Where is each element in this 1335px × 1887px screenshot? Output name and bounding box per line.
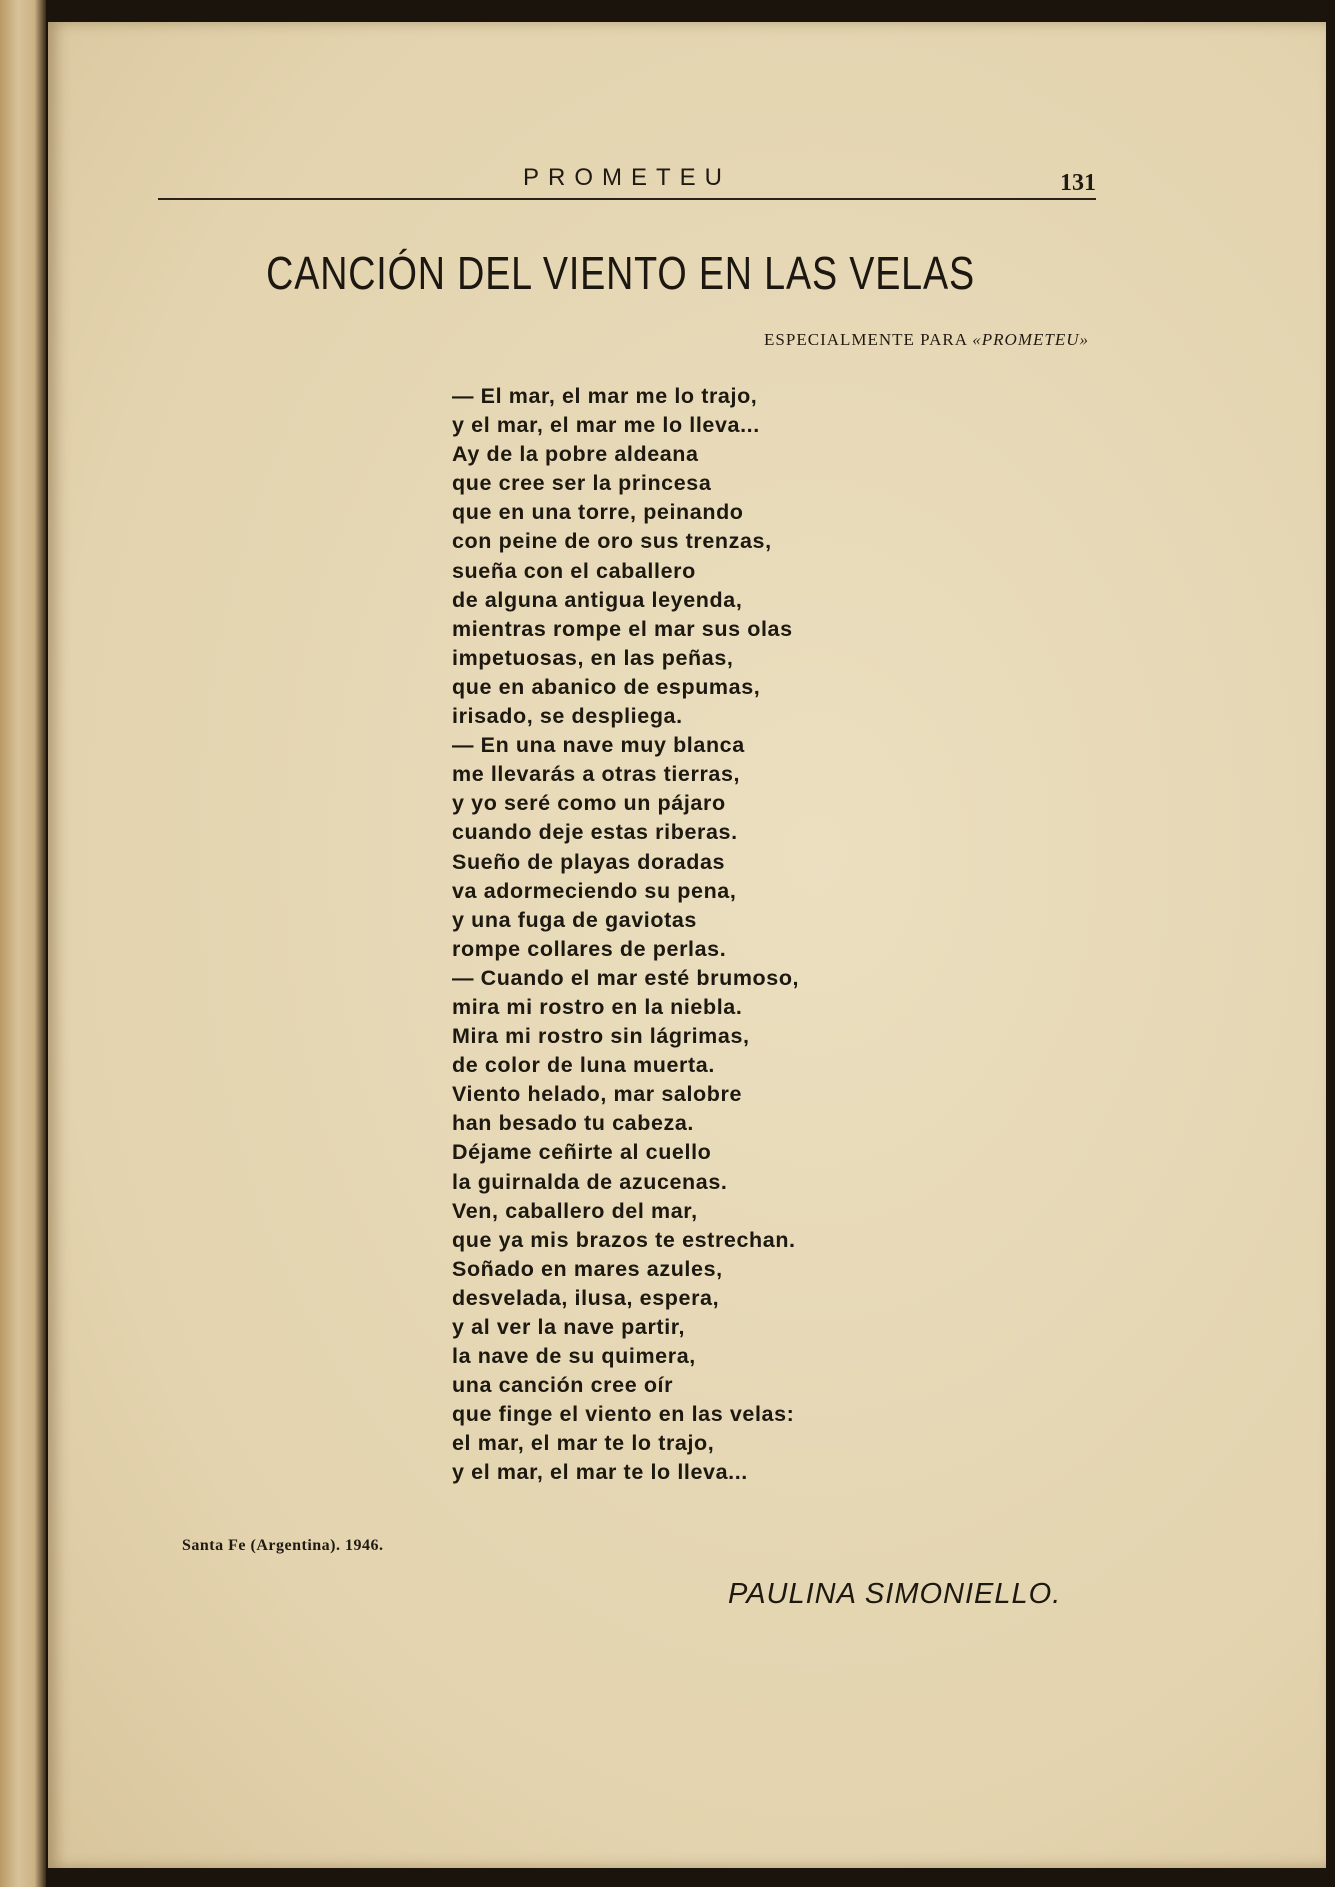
verse-line: de alguna antigua leyenda, (452, 587, 743, 612)
verse-line: Viento helado, mar salobre (452, 1082, 743, 1107)
running-title: PROMETEU (522, 164, 731, 191)
verse-line: que en abanico de espumas, (452, 674, 761, 699)
verse-line: impetuosas, en las peñas, (452, 645, 734, 670)
verse-line: y una fuga de gaviotas (452, 907, 697, 932)
verse-line: que ya mis brazos te estrechan. (452, 1227, 796, 1252)
header-rule (158, 198, 1096, 200)
verse-line: Sueño de playas doradas (452, 849, 726, 874)
dedication-prefix: ESPECIALMENTE PARA (764, 330, 973, 349)
verse-line: rompe collares de perlas. (452, 936, 727, 961)
verse-line: que en una torre, peinando (452, 500, 744, 525)
verse-line: y el mar, el mar te lo lleva... (452, 1460, 748, 1485)
dedication (764, 330, 1089, 350)
verse-line: Soñado en mares azules, (452, 1256, 723, 1281)
page-number: 131 (1060, 170, 1096, 196)
verse-line: irisado, se despliega. (452, 704, 683, 729)
verse-line: cuando deje estas riberas. (452, 820, 738, 845)
verse-line: va adormeciendo su pena, (452, 878, 737, 903)
verse-line: de color de luna muerta. (452, 1053, 715, 1078)
running-header (158, 154, 1096, 214)
verse-line: Ven, caballero del mar, (452, 1198, 698, 1223)
verse-line: con peine de oro sus trenzas, (452, 529, 772, 554)
poem-title: CANCIÓN DEL VIENTO EN LAS VELAS (266, 247, 975, 299)
verse-line: que finge el viento en las velas: (452, 1402, 795, 1427)
verse-line: el mar, el mar te lo trajo, (452, 1431, 715, 1456)
verse-line: Déjame ceñirte al cuello (452, 1140, 712, 1165)
verse-line: mira mi rostro en la niebla. (452, 994, 743, 1019)
verse-line: la guirnalda de azucenas. (452, 1169, 728, 1194)
dedication-name: «PROMETEU» (972, 330, 1089, 349)
verse-line: Ay de la pobre aldeana (452, 442, 699, 467)
verse-line: me llevarás a otras tierras, (452, 762, 741, 787)
book-binding-edge (0, 0, 46, 1887)
verse-line: — En una nave muy blanca (452, 733, 745, 758)
place-date: Santa Fe (Argentina). 1946. (182, 1537, 384, 1554)
verse-line: que cree ser la princesa (452, 471, 712, 496)
verse-line: — El mar, el mar me lo trajo, (452, 384, 758, 408)
verse-line: la nave de su quimera, (452, 1344, 696, 1369)
verse-line: una canción cree oír (452, 1373, 674, 1398)
poem-body (452, 382, 892, 1488)
verse-line: mientras rompe el mar sus olas (452, 616, 793, 641)
verse-line: y yo seré como un pájaro (452, 791, 726, 816)
verse-line: y el mar, el mar me lo lleva... (452, 413, 760, 438)
verse-line: han besado tu cabeza. (452, 1111, 694, 1136)
author-signature: PAULINA SIMONIELLO. (728, 1578, 1062, 1610)
verse-line: y al ver la nave partir, (452, 1315, 686, 1339)
verse-line: — Cuando el mar esté brumoso, (452, 965, 800, 990)
verse-line: Mira mi rostro sin lágrimas, (452, 1024, 750, 1049)
verse-line: desvelada, ilusa, espera, (452, 1285, 720, 1310)
verse-line: sueña con el caballero (452, 558, 696, 583)
